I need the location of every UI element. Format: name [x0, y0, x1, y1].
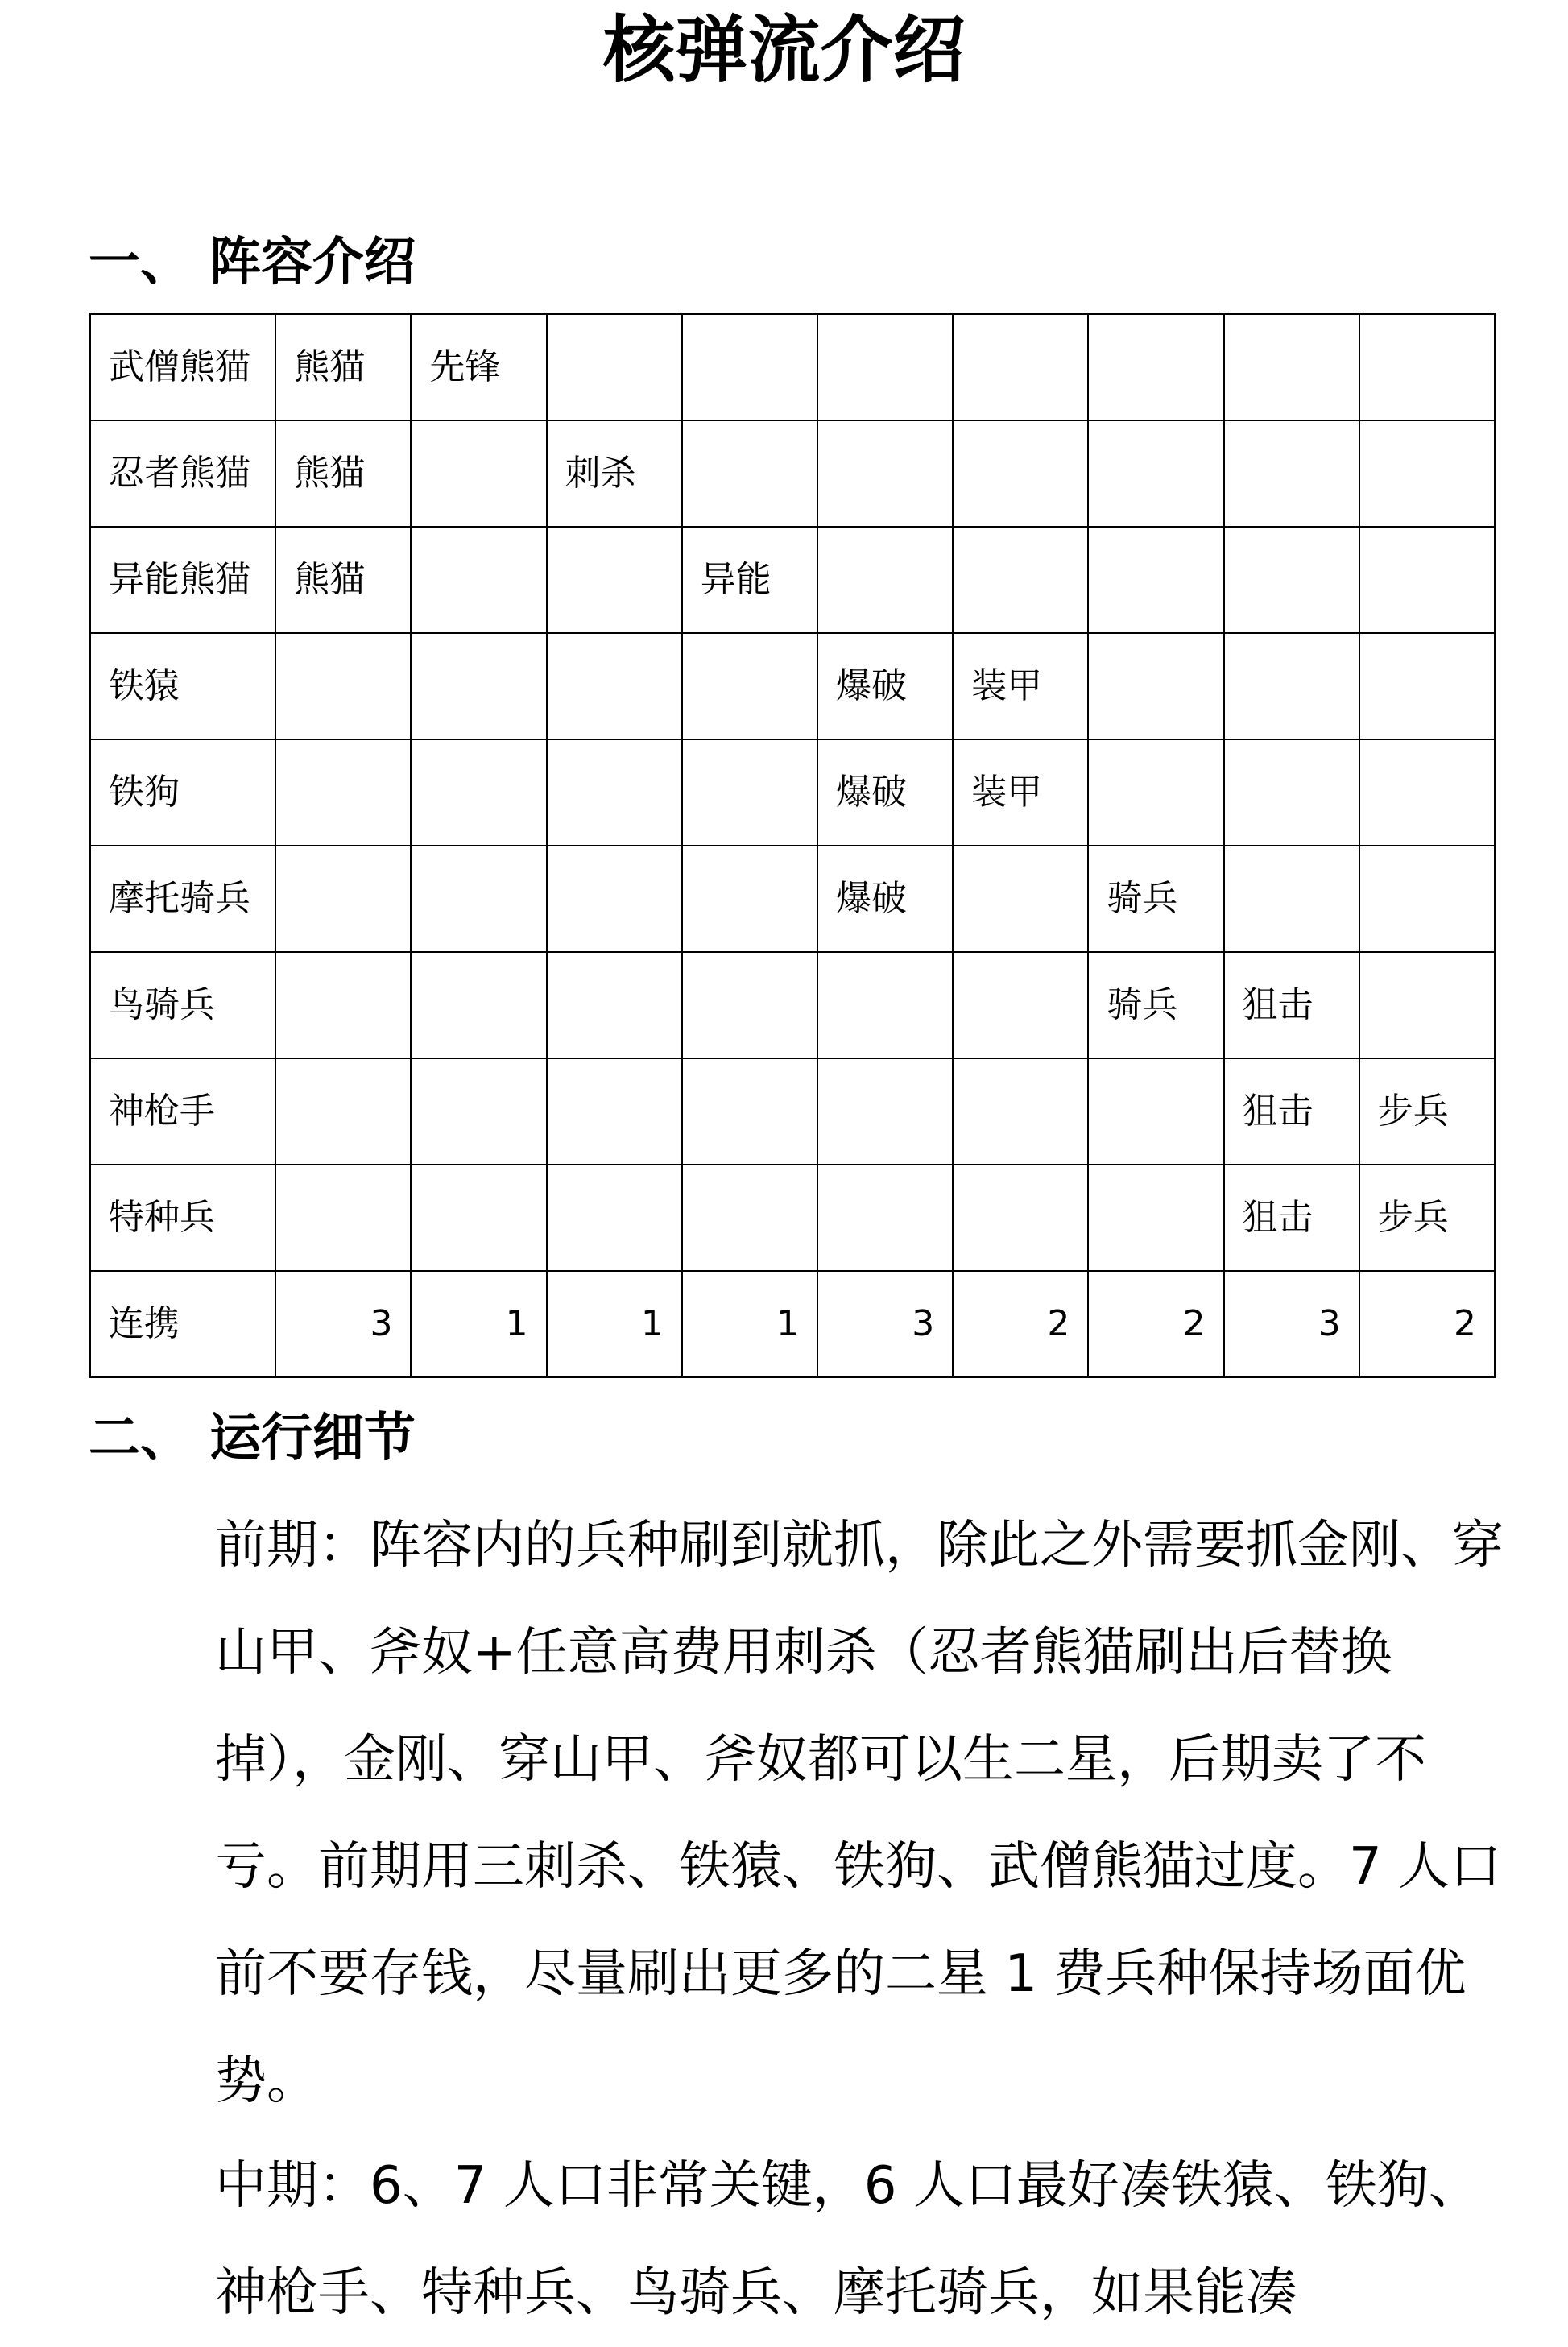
trait-cell [1224, 739, 1359, 846]
trait-cell [547, 314, 682, 420]
synergy-count-cell: 2 [953, 1271, 1088, 1377]
trait-cell [1088, 314, 1223, 420]
trait-cell [411, 952, 546, 1058]
trait-cell [1088, 633, 1223, 739]
unit-name-cell: 特种兵 [90, 1165, 275, 1271]
synergy-count-cell: 3 [1224, 1271, 1359, 1377]
trait-cell: 熊猫 [275, 420, 411, 527]
trait-cell [547, 527, 682, 633]
trait-cell [1088, 420, 1223, 527]
trait-cell [547, 633, 682, 739]
trait-cell [817, 1165, 953, 1271]
trait-cell [682, 633, 817, 739]
trait-cell: 狙击 [1224, 1165, 1359, 1271]
trait-cell: 爆破 [817, 633, 953, 739]
section-heading-details [89, 1406, 416, 1471]
section-number: 一、 [89, 233, 192, 292]
trait-cell: 步兵 [1359, 1165, 1495, 1271]
synergy-row [90, 1271, 1495, 1377]
trait-cell [817, 527, 953, 633]
trait-cell [1088, 527, 1223, 633]
trait-cell: 装甲 [953, 633, 1088, 739]
paragraph-mid-game: 中期：6、7 人口非常关键，6 人口最好凑铁猿、铁狗、神枪手、特种兵、鸟骑兵、摩托骑兵，如果能凑 [215, 2156, 1480, 2323]
trait-cell: 异能 [682, 527, 817, 633]
trait-cell [411, 1165, 546, 1271]
trait-cell [953, 1058, 1088, 1165]
unit-name-cell: 鸟骑兵 [90, 952, 275, 1058]
lineup-table-body [90, 314, 1495, 1377]
trait-cell [1088, 1058, 1223, 1165]
unit-name-cell: 铁猿 [90, 633, 275, 739]
table-row [90, 1058, 1495, 1165]
unit-name-cell: 铁狗 [90, 739, 275, 846]
table-row [90, 527, 1495, 633]
trait-cell [1359, 846, 1495, 952]
page-title: 核弹流介绍 [602, 8, 966, 93]
unit-name-cell: 摩托骑兵 [90, 846, 275, 952]
trait-cell: 步兵 [1359, 1058, 1495, 1165]
trait-cell: 狙击 [1224, 1058, 1359, 1165]
trait-cell [1224, 527, 1359, 633]
table-row [90, 633, 1495, 739]
trait-cell [275, 1058, 411, 1165]
table-row [90, 314, 1495, 420]
trait-cell [547, 952, 682, 1058]
synergy-count-cell: 2 [1088, 1271, 1223, 1377]
trait-cell [953, 846, 1088, 952]
trait-cell: 爆破 [817, 846, 953, 952]
trait-cell [547, 739, 682, 846]
trait-cell [275, 1165, 411, 1271]
synergy-count-cell: 1 [547, 1271, 682, 1377]
trait-cell [953, 420, 1088, 527]
synergy-label-cell: 连携 [90, 1271, 275, 1377]
trait-cell [953, 1165, 1088, 1271]
trait-cell: 熊猫 [275, 314, 411, 420]
trait-cell [547, 846, 682, 952]
trait-cell [1088, 739, 1223, 846]
trait-cell: 狙击 [1224, 952, 1359, 1058]
trait-cell [411, 1058, 546, 1165]
unit-name-cell: 忍者熊猫 [90, 420, 275, 527]
trait-cell [1359, 633, 1495, 739]
synergy-count-cell: 3 [817, 1271, 953, 1377]
trait-cell [275, 739, 411, 846]
trait-cell [682, 739, 817, 846]
trait-cell [953, 314, 1088, 420]
trait-cell [1088, 1165, 1223, 1271]
trait-cell [953, 527, 1088, 633]
trait-cell [682, 846, 817, 952]
trait-cell: 熊猫 [275, 527, 411, 633]
trait-cell [682, 952, 817, 1058]
section-heading-lineup [89, 230, 416, 295]
trait-cell: 骑兵 [1088, 952, 1223, 1058]
trait-cell [547, 1058, 682, 1165]
trait-cell [682, 1165, 817, 1271]
trait-cell [1224, 314, 1359, 420]
trait-cell: 骑兵 [1088, 846, 1223, 952]
trait-cell [275, 952, 411, 1058]
trait-cell: 先锋 [411, 314, 546, 420]
trait-cell [1359, 952, 1495, 1058]
table-row [90, 739, 1495, 846]
paragraph-early-game: 前期：阵容内的兵种刷到就抓，除此之外需要抓金刚、穿山甲、斧奴+任意高费用刺杀（忍者熊猫刷出后替换掉），金刚、穿山甲、斧奴都可以生二星，后期卖了不亏。前期用三刺杀、铁猿、铁狗、武僧熊猫过度。7 人口前不要存钱，尽量刷出更多的二星 1 费兵种保持场面优势。 [215, 1516, 1504, 2111]
trait-cell [1224, 420, 1359, 527]
trait-cell [682, 1058, 817, 1165]
section-title: 运行细节 [209, 1409, 416, 1468]
trait-cell: 刺杀 [547, 420, 682, 527]
synergy-count-cell: 1 [682, 1271, 817, 1377]
synergy-count-cell: 2 [1359, 1271, 1495, 1377]
trait-cell [1224, 633, 1359, 739]
trait-cell [1359, 314, 1495, 420]
trait-cell [817, 420, 953, 527]
table-row [90, 846, 1495, 952]
trait-cell [1359, 527, 1495, 633]
lineup-table [89, 313, 1496, 1378]
section-number: 二、 [89, 1409, 192, 1468]
trait-cell [682, 420, 817, 527]
trait-cell: 装甲 [953, 739, 1088, 846]
trait-cell [817, 314, 953, 420]
trait-cell [411, 527, 546, 633]
table-row [90, 420, 1495, 527]
trait-cell [682, 314, 817, 420]
trait-cell [547, 1165, 682, 1271]
trait-cell [411, 633, 546, 739]
unit-name-cell: 异能熊猫 [90, 527, 275, 633]
trait-cell: 爆破 [817, 739, 953, 846]
unit-name-cell: 神枪手 [90, 1058, 275, 1165]
trait-cell [817, 1058, 953, 1165]
synergy-count-cell: 1 [411, 1271, 546, 1377]
table-row [90, 952, 1495, 1058]
trait-cell [1359, 739, 1495, 846]
trait-cell [275, 633, 411, 739]
synergy-count-cell: 3 [275, 1271, 411, 1377]
trait-cell [817, 952, 953, 1058]
section-title: 阵容介绍 [209, 233, 416, 292]
trait-cell [275, 846, 411, 952]
unit-name-cell: 武僧熊猫 [90, 314, 275, 420]
trait-cell [411, 846, 546, 952]
trait-cell [411, 420, 546, 527]
trait-cell [1359, 420, 1495, 527]
trait-cell [411, 739, 546, 846]
trait-cell [1224, 846, 1359, 952]
table-row [90, 1165, 1495, 1271]
trait-cell [953, 952, 1088, 1058]
